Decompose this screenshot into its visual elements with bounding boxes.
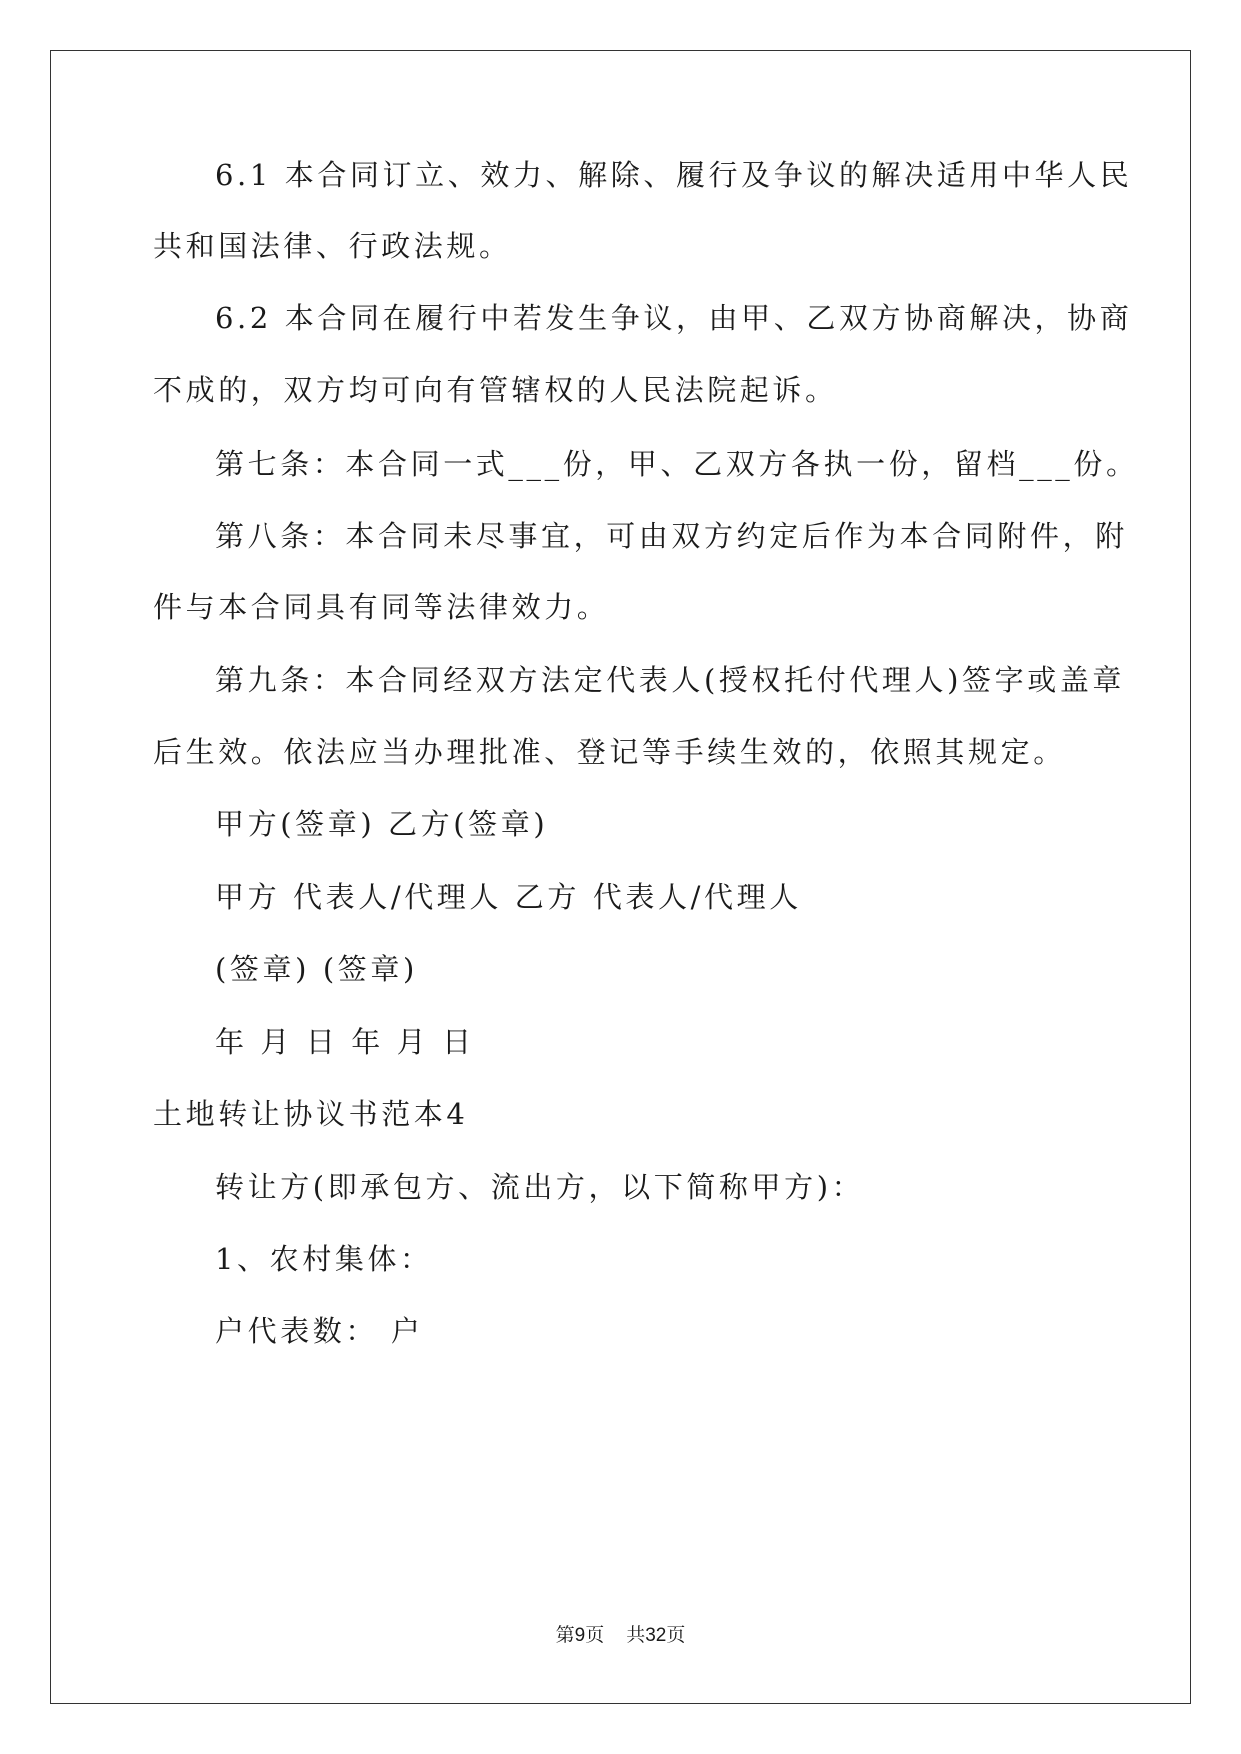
total-pages: 32 <box>645 1625 667 1646</box>
article-9-line-1: 第九条：本合同经双方法定代表人(授权托付代理人)签字或盖章 <box>215 663 1126 697</box>
paragraph-6-1-line-1: 6.1 本合同订立、效力、解除、履行及争议的解决适用中华人民 <box>215 158 1133 192</box>
collective-line: 1、农村集体： <box>215 1242 433 1276</box>
article-7: 第七条：本合同一式___份，甲、乙双方各执一份，留档___份。 <box>215 447 1139 481</box>
article-8-line-2: 件与本合同具有同等法律效力。 <box>153 590 610 624</box>
signature-date-line: 年 月 日 年 月 日 <box>215 1025 475 1059</box>
section-heading: 土地转让协议书范本4 <box>153 1097 469 1131</box>
transferor-line: 转让方(即承包方、流出方，以下简称甲方)： <box>215 1170 865 1204</box>
paragraph-6-2-line-1: 6.2 本合同在履行中若发生争议，由甲、乙双方协商解决，协商 <box>215 301 1133 335</box>
total-prefix: 共 <box>626 1625 646 1646</box>
signature-seal-line: 甲方(签章) 乙方(签章) <box>215 807 549 841</box>
paragraph-6-1-line-2: 共和国法律、行政法规。 <box>153 229 512 263</box>
article-9-line-2: 后生效。依法应当办理批准、登记等手续生效的，依照其规定。 <box>153 735 1066 769</box>
page-footer <box>0 1624 1241 1648</box>
page-number: 9 <box>574 1625 586 1646</box>
signature-stamp-line: (签章) (签章) <box>215 952 418 986</box>
signature-representative-line: 甲方 代表人/代理人 乙方 代表人/代理人 <box>215 880 802 914</box>
page-suffix: 页 <box>585 1625 605 1646</box>
household-count-line: 户代表数： 户 <box>215 1314 424 1348</box>
page-prefix: 第 <box>555 1625 575 1646</box>
total-suffix: 页 <box>666 1625 686 1646</box>
paragraph-6-2-line-2: 不成的，双方均可向有管辖权的人民法院起诉。 <box>153 373 838 407</box>
article-8-line-1: 第八条：本合同未尽事宜，可由双方约定后作为本合同附件，附 <box>215 519 1128 553</box>
